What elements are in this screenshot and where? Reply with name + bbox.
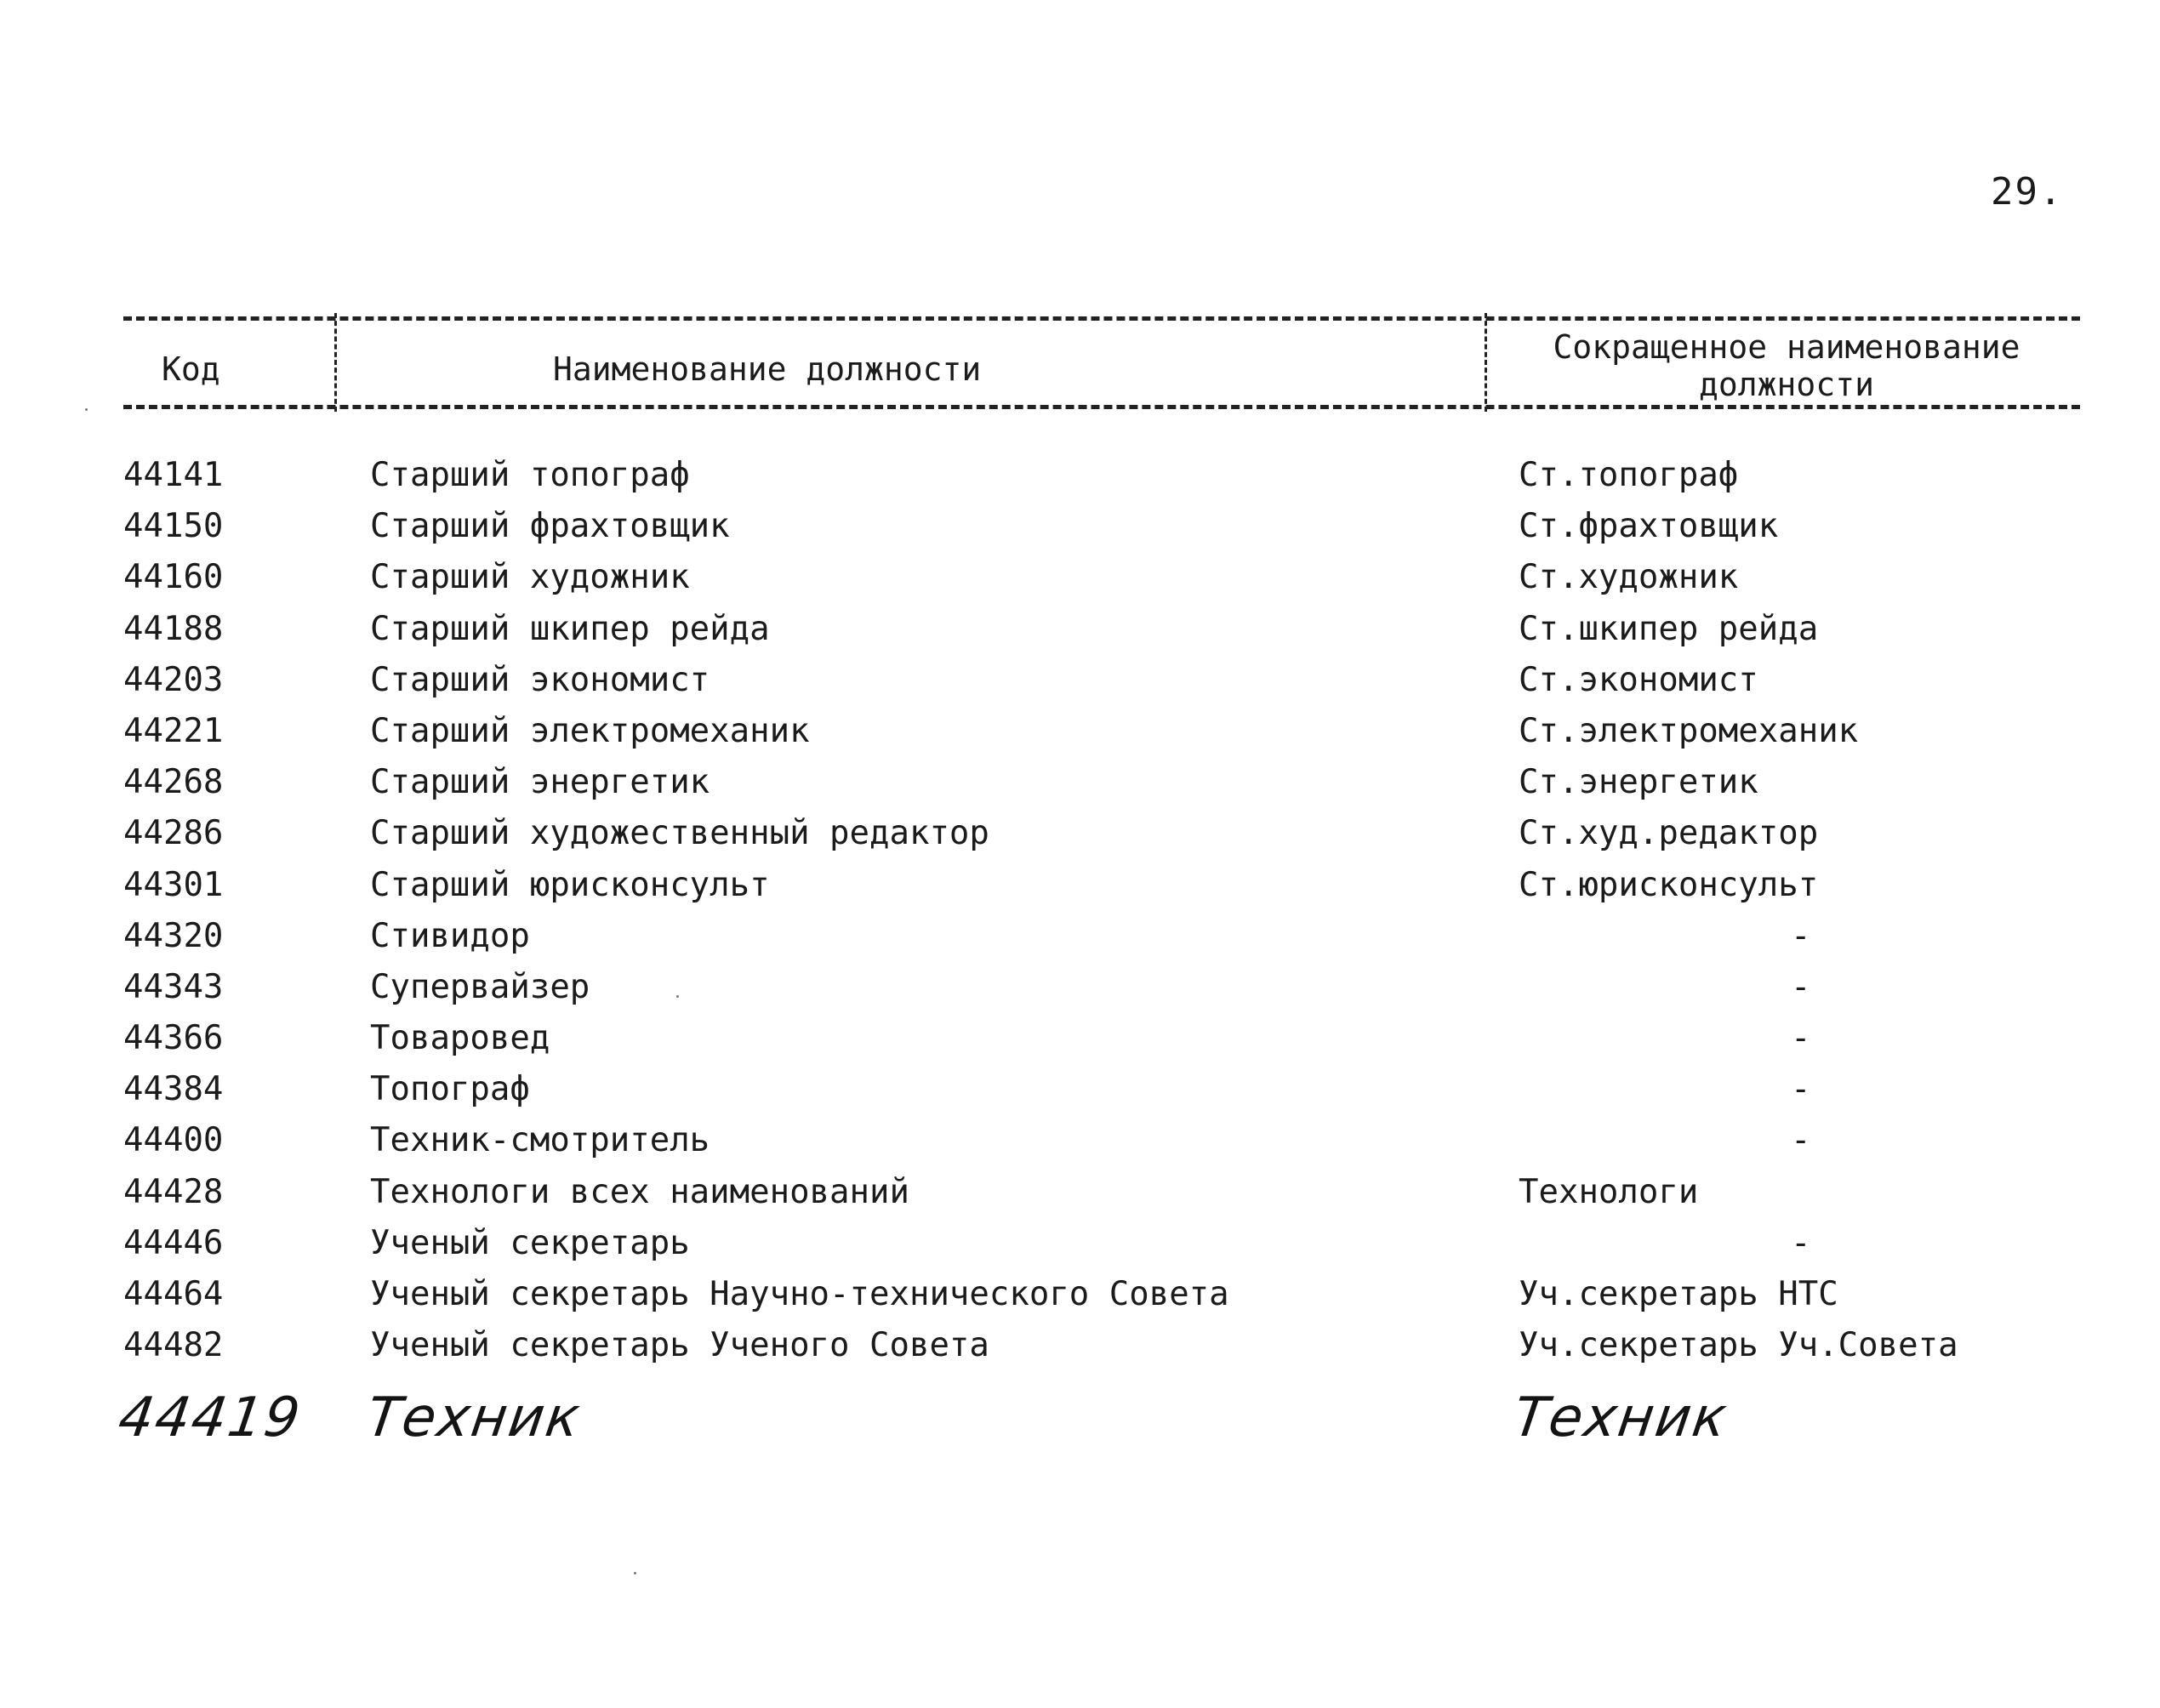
table-row — [123, 507, 2080, 558]
row-code: 44141 — [123, 456, 224, 494]
row-code: 44203 — [123, 660, 224, 699]
row-abbr: Ст.топограф — [1519, 456, 1739, 494]
table-row — [123, 917, 2080, 968]
row-name: Старший электромеханик — [370, 711, 810, 750]
table-row — [123, 712, 2080, 763]
table-row — [123, 1019, 2080, 1070]
table-row — [123, 456, 2080, 507]
row-name: Старший юрисконсульт — [370, 865, 770, 904]
table-row — [123, 866, 2080, 917]
row-name: Ученый секретарь — [370, 1223, 690, 1262]
row-code: 44301 — [123, 865, 224, 904]
row-abbr: Уч.секретарь Уч.Совета — [1519, 1326, 1958, 1365]
header-abbr: Сокращенное наименование должности — [1553, 328, 2020, 403]
table-row — [123, 1070, 2080, 1121]
row-code: 44188 — [123, 609, 224, 648]
handwritten-code: 44419 — [114, 1386, 305, 1449]
row-name: Товаровед — [370, 1019, 550, 1058]
row-name: Старший топограф — [370, 456, 690, 494]
handwritten-abbr: Техник — [1509, 1386, 1732, 1449]
row-name: Старший фрахтовщик — [370, 507, 730, 546]
row-name: Старший художественный редактор — [370, 814, 989, 853]
row-code: 44384 — [123, 1070, 224, 1109]
column-separator — [1485, 313, 1487, 412]
table-row — [123, 763, 2080, 814]
row-code: 44320 — [123, 916, 224, 955]
header-name: Наименование должности — [553, 350, 982, 388]
row-abbr: Ст.шкипер рейда — [1519, 609, 1819, 648]
table-row — [123, 1275, 2080, 1326]
row-name: Технологи всех наименований — [370, 1172, 909, 1211]
row-name: Старший экономист — [370, 660, 710, 699]
table-row — [123, 610, 2080, 661]
row-abbr: - — [1791, 967, 1811, 1006]
row-code: 44150 — [123, 507, 224, 546]
row-code: 44366 — [123, 1019, 224, 1058]
handwritten-name: Техник — [362, 1386, 585, 1449]
row-abbr: Ст.художник — [1519, 558, 1739, 597]
table-row — [123, 814, 2080, 865]
row-name: Старший шкипер рейда — [370, 609, 770, 648]
row-abbr: - — [1791, 1070, 1811, 1109]
column-separator — [334, 313, 337, 412]
row-code: 44343 — [123, 967, 224, 1006]
row-code: 44160 — [123, 558, 224, 597]
row-abbr: Ст.электромеханик — [1519, 711, 1859, 750]
row-abbr: Ст.экономист — [1519, 660, 1758, 699]
row-abbr: - — [1791, 1223, 1811, 1262]
row-abbr: Ст.фрахтовщик — [1519, 507, 1779, 546]
table-row — [123, 1173, 2080, 1224]
table-row — [123, 968, 2080, 1019]
table-row — [123, 1224, 2080, 1275]
header-bottom-rule — [123, 405, 2080, 409]
header-code: Код — [162, 350, 220, 388]
row-code: 44221 — [123, 711, 224, 750]
table-row — [123, 661, 2080, 712]
table-row — [123, 1121, 2080, 1172]
scan-speck — [634, 1572, 636, 1574]
table-body — [123, 456, 2080, 1377]
row-code: 44464 — [123, 1275, 224, 1313]
table-row — [123, 558, 2080, 609]
row-name: Техник-смотритель — [370, 1121, 710, 1160]
row-code: 44446 — [123, 1223, 224, 1262]
row-abbr: Ст.энергетик — [1519, 763, 1758, 802]
row-abbr: - — [1791, 1019, 1811, 1058]
table-row — [123, 1326, 2080, 1377]
row-name: Старший энергетик — [370, 763, 710, 802]
row-abbr: - — [1791, 1121, 1811, 1160]
row-name: Старший художник — [370, 558, 690, 597]
table-header — [123, 316, 2080, 410]
row-code: 44428 — [123, 1172, 224, 1211]
row-abbr: Уч.секретарь НТС — [1519, 1275, 1838, 1313]
row-abbr: Ст.юрисконсульт — [1519, 865, 1819, 904]
row-code: 44268 — [123, 763, 224, 802]
row-code: 44482 — [123, 1326, 224, 1365]
row-code: 44286 — [123, 814, 224, 853]
row-name: Супервайзер — [370, 967, 590, 1006]
row-abbr: - — [1791, 916, 1811, 955]
row-code: 44400 — [123, 1121, 224, 1160]
handwritten-row — [114, 1386, 2076, 1463]
row-abbr: Ст.худ.редактор — [1519, 814, 1819, 853]
row-name: Стивидор — [370, 916, 530, 955]
row-name: Ученый секретарь Ученого Совета — [370, 1326, 989, 1365]
row-name: Ученый секретарь Научно-технического Совета — [370, 1275, 1229, 1313]
scan-speck — [676, 995, 679, 998]
page-number: 29. — [1991, 170, 2064, 214]
scan-speck — [85, 408, 88, 411]
header-top-rule — [123, 316, 2080, 321]
row-name: Топограф — [370, 1070, 530, 1109]
row-abbr: Технологи — [1519, 1172, 1699, 1211]
